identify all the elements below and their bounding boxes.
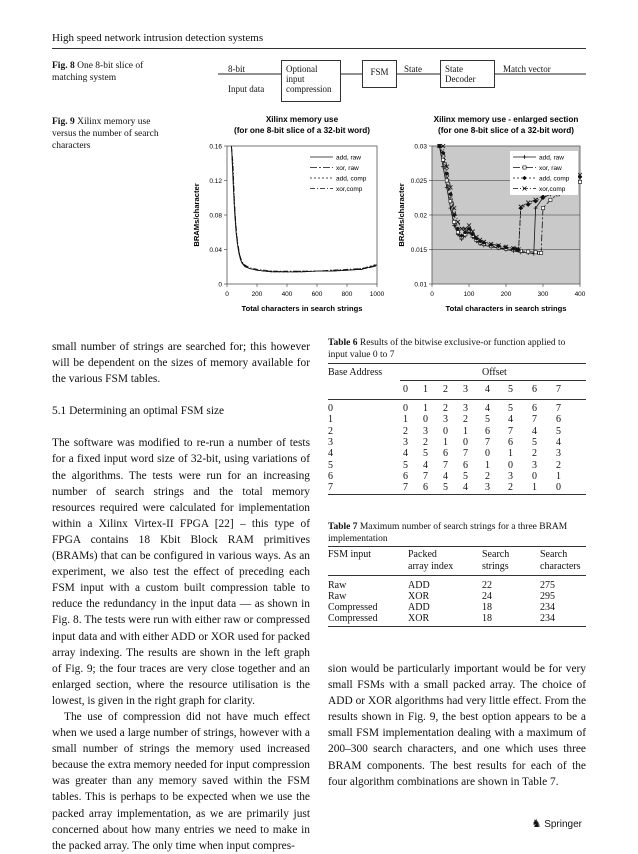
table6-cell: 4 bbox=[485, 403, 490, 414]
right-column bbox=[328, 661, 586, 790]
x-tick-label: 300 bbox=[537, 291, 549, 298]
table7-header bbox=[328, 549, 586, 573]
table6-cell: 7 bbox=[508, 425, 513, 437]
table6-cell: 2 bbox=[556, 459, 561, 471]
table6-cell: 5 bbox=[532, 436, 537, 448]
x-tick-label: 100 bbox=[463, 291, 475, 298]
x-axis-label: Total characters in search strings bbox=[445, 304, 567, 313]
x-tick-label: 400 bbox=[574, 291, 586, 298]
table7-header-rule bbox=[328, 575, 586, 576]
series-point bbox=[540, 251, 543, 254]
table6-cell: 5 bbox=[443, 482, 448, 494]
table6-base-cell: 1 bbox=[328, 414, 333, 426]
table6-offset-cell: 1 bbox=[423, 384, 428, 395]
table6-cell: 3 bbox=[556, 448, 561, 460]
para-right: sion would be particularly important would be for very small FSMs with a small packed array. The choice of ADD or XOR algorithms had very little effect. From the results shown in Fig. 9, the best option appears to be a small FSM implementation dealing with a maximum of 200–300 search characters, and one which uses three BRAM components. The best results for each of the four algorithm combinations are shown in Table 7. bbox=[328, 663, 586, 788]
legend-entry: add, raw bbox=[336, 154, 361, 162]
table7-cell: XOR bbox=[408, 613, 430, 624]
table6-base-cell: 0 bbox=[328, 403, 333, 414]
table6-offset-cell: 7 bbox=[556, 384, 561, 395]
table6-cell: 6 bbox=[443, 448, 448, 460]
table6-cell: 5 bbox=[423, 448, 428, 460]
legend-entry: xor,comp bbox=[539, 185, 566, 193]
table6-cell: 2 bbox=[485, 470, 490, 482]
table6-cell: 0 bbox=[463, 436, 468, 448]
fig8-opt-line2: input bbox=[286, 74, 305, 84]
table6-top-rule bbox=[328, 363, 586, 364]
section-heading: 5.1 Determining an optimal FSM size bbox=[52, 405, 225, 418]
table6-cell: 1 bbox=[508, 448, 513, 460]
table7-cell: 234 bbox=[540, 613, 555, 624]
y-tick-label: 0 bbox=[218, 281, 222, 289]
fig8-decoder-box bbox=[440, 60, 495, 88]
table6-base-cell: 4 bbox=[328, 448, 333, 460]
chart-title: Xilinx memory use - enlarged section bbox=[433, 115, 579, 124]
table6-cell: 4 bbox=[556, 436, 561, 448]
table7-header-line1: Search bbox=[482, 549, 510, 560]
x-tick-label: 400 bbox=[281, 291, 293, 298]
table6-cell: 7 bbox=[463, 448, 468, 460]
table6-cell: 0 bbox=[532, 470, 537, 482]
table6-cell: 1 bbox=[423, 403, 428, 414]
y-tick-label: 0.08 bbox=[209, 212, 222, 220]
table6-cell: 1 bbox=[556, 470, 561, 482]
table7-cell: ADD bbox=[408, 580, 430, 591]
table6-cell: 6 bbox=[423, 482, 428, 494]
table6-base-cell: 5 bbox=[328, 459, 333, 471]
table7-cell: 22 bbox=[482, 580, 492, 591]
table6-cell: 4 bbox=[508, 414, 513, 426]
fig8-compression-box bbox=[281, 60, 341, 102]
table6-cell: 3 bbox=[423, 425, 428, 437]
fig8-input-data-label: Input data bbox=[228, 84, 265, 94]
x-tick-label: 1000 bbox=[369, 291, 385, 298]
table6-cell: 7 bbox=[485, 436, 490, 448]
table6-cell: 2 bbox=[532, 448, 537, 460]
table6-offset-cell: 6 bbox=[532, 384, 537, 395]
x-tick-label: 800 bbox=[341, 291, 353, 298]
table6-cell: 6 bbox=[485, 425, 490, 437]
table6-cell: 2 bbox=[423, 436, 428, 448]
table7-cell: 275 bbox=[540, 580, 555, 591]
fig8-opt-line1: Optional bbox=[286, 64, 318, 74]
table6-cell: 4 bbox=[443, 470, 448, 482]
table6-cell: 6 bbox=[532, 403, 537, 414]
table7-header-line1: Search bbox=[540, 549, 568, 560]
table7-cell: 18 bbox=[482, 602, 492, 613]
x-tick-label: 0 bbox=[225, 291, 229, 298]
para-2: The use of compression did not have much effect when we used a large number of strings, however with a small number of strings the memory used increased because the extra memory needed for input compression was greater than any memory saved within the FSM tables. This is perhaps to be expected when we use the packed array implementation, as we are primarily just concerned about how many entries we need to make in the packed array. The only time when input compres- bbox=[52, 710, 310, 852]
table6-offset-header: Offset bbox=[482, 367, 507, 378]
fig8-match-vector-label: Match vector bbox=[503, 64, 551, 74]
table6-cell: 7 bbox=[443, 459, 448, 471]
table7-cell: 24 bbox=[482, 591, 492, 602]
table6-offset-cell: 2 bbox=[443, 384, 448, 395]
fig8-diagram bbox=[218, 56, 586, 108]
table6-cell: 0 bbox=[556, 482, 561, 494]
table6-cell: 4 bbox=[403, 448, 408, 460]
table6-header-rule bbox=[328, 399, 586, 400]
springer-horse-icon: ♞ bbox=[531, 818, 542, 830]
series-point bbox=[534, 251, 537, 254]
publisher-name: Springer bbox=[544, 819, 582, 830]
table7-header-line2: array index bbox=[408, 560, 454, 572]
table7-cell: 234 bbox=[540, 602, 555, 613]
table6-cell: 4 bbox=[463, 482, 468, 494]
table6-cell: 0 bbox=[423, 414, 428, 426]
fig9-caption bbox=[52, 116, 164, 152]
fig8-opt-line3: compression bbox=[286, 84, 332, 94]
y-tick-label: 0.025 bbox=[410, 178, 427, 185]
chart-subtitle: (for one 8-bit slice of a 32-bit word) bbox=[437, 126, 575, 135]
x-tick-label: 0 bbox=[430, 291, 434, 298]
table6-cell: 7 bbox=[556, 403, 561, 414]
table6-cell: 2 bbox=[403, 425, 408, 437]
table6-offset-cell: 4 bbox=[485, 384, 490, 395]
series-point bbox=[541, 207, 544, 210]
table6-cell: 5 bbox=[403, 459, 408, 471]
series-point bbox=[578, 180, 581, 183]
table6-cell: 5 bbox=[463, 470, 468, 482]
table7-cell: Compressed bbox=[328, 602, 378, 613]
x-axis-label: Total characters in search strings bbox=[241, 304, 363, 313]
table7-cell: Compressed bbox=[328, 613, 378, 624]
x-tick-label: 200 bbox=[500, 291, 512, 298]
x-tick-label: 600 bbox=[311, 291, 323, 298]
y-tick-label: 0.015 bbox=[410, 247, 427, 254]
table6-cell: 1 bbox=[403, 414, 408, 426]
legend-entry: add, comp bbox=[336, 175, 367, 183]
running-head: High speed network intrusion detection systems bbox=[52, 32, 264, 44]
table6-offset-cell: 3 bbox=[463, 384, 468, 395]
chart-subtitle: (for one 8-bit slice of a 32-bit word) bbox=[233, 126, 371, 135]
table7-cell: 295 bbox=[540, 591, 555, 602]
fig9-caption-label: Fig. 9 bbox=[52, 117, 75, 127]
table6-cell: 6 bbox=[508, 436, 513, 448]
y-tick-label: 0.16 bbox=[209, 143, 222, 151]
fig9-charts bbox=[180, 112, 590, 320]
table6-bottom-rule bbox=[328, 494, 586, 495]
table6-caption-label: Table 6 bbox=[328, 338, 358, 348]
table7-cell: 18 bbox=[482, 613, 492, 624]
fig8-caption-label: Fig. 8 bbox=[52, 61, 75, 71]
fig8-caption-text: One 8-bit slice of matching system bbox=[52, 61, 144, 83]
table6-base-header: Base Address bbox=[328, 367, 383, 378]
table7-header-line2: characters bbox=[540, 560, 581, 572]
y-axis-label: BRAMs/character bbox=[397, 183, 406, 247]
table7-top-rule bbox=[328, 546, 586, 547]
para-0: small number of strings are searched for; this however will be dependent on the sizes of memory available for the various FSM tables. bbox=[52, 341, 310, 386]
table6-cell: 6 bbox=[403, 470, 408, 482]
table7-body bbox=[328, 580, 586, 624]
fig8-fsm-box bbox=[362, 60, 397, 88]
series-point bbox=[453, 220, 456, 223]
table6-cell: 4 bbox=[532, 425, 537, 437]
table6-cell: 7 bbox=[403, 482, 408, 494]
table6-offset-cell: 5 bbox=[508, 384, 513, 395]
para-1: The software was modified to re-run a number of tests for a fixed input word size of 32-bit, using variations of the algorithms. The tests were run for an increasing number of search strings and the total memory resources required were calculated for implementation within a Xilinx Virtex-II FPGA [22] – this type of FPGA contains 18 Kbit Block RAM primitives (BRAMs) that can be configured in various ways. As an experiment, we also test the effect of preceding each FSM input with a custom built compression table to reduce the redundancy in the input data — as shown in Fig. 8. The tests were run with either raw or compressed input data and with either ADD or XOR used for packed array indexing. The results are shown in the left graph of Fig. 9; the four traces are very close together and an enlarged section, where the resource utilisation is the lowest, is given in the right graph for clarity. bbox=[52, 437, 310, 707]
table6-cell: 2 bbox=[508, 482, 513, 494]
table6-body bbox=[328, 403, 586, 495]
table6-cell: 1 bbox=[463, 425, 468, 437]
table6-caption-text: Results of the bitwise exclusive-or function applied to input value 0 to 7 bbox=[328, 338, 566, 360]
table6-cell: 1 bbox=[532, 482, 537, 494]
table7-caption bbox=[328, 521, 586, 545]
table6-cell: 1 bbox=[443, 436, 448, 448]
fig8-fsm-label: FSM bbox=[370, 67, 389, 77]
y-tick-label: 0.12 bbox=[209, 178, 222, 185]
fig8-caption bbox=[52, 60, 164, 84]
table6-cell: 3 bbox=[532, 459, 537, 471]
table6-cell: 3 bbox=[508, 470, 513, 482]
publisher-logo bbox=[532, 817, 582, 830]
y-tick-label: 0.03 bbox=[414, 143, 427, 151]
legend-entry: add, raw bbox=[539, 154, 564, 162]
table6-cell: 4 bbox=[423, 459, 428, 471]
fig9-caption-text: Xilinx memory use versus the number of search characters bbox=[52, 117, 159, 151]
legend-entry: xor,comp bbox=[336, 185, 363, 193]
table7-cell: XOR bbox=[408, 591, 430, 602]
left-column bbox=[52, 339, 310, 854]
table6-cell: 7 bbox=[423, 470, 428, 482]
table6-base-cell: 2 bbox=[328, 425, 333, 437]
y-tick-label: 0.02 bbox=[414, 212, 427, 220]
table6-cell: 0 bbox=[508, 459, 513, 471]
fig8-decoder-line2: Decoder bbox=[445, 74, 476, 84]
table6-cell: 3 bbox=[403, 436, 408, 448]
table7-cell: Raw bbox=[328, 580, 347, 591]
table7-caption-text: Maximum number of search strings for a three BRAM implementation bbox=[328, 522, 568, 544]
table6-base-cell: 7 bbox=[328, 482, 333, 494]
y-axis-label: BRAMs/character bbox=[192, 183, 201, 247]
table6-offset-cell: 0 bbox=[403, 384, 408, 395]
table6-offset-row bbox=[328, 384, 586, 396]
table7-bottom-rule bbox=[328, 626, 586, 627]
header-rule bbox=[52, 48, 586, 49]
legend-entry: xor, raw bbox=[539, 164, 562, 172]
table7-header-line2: strings bbox=[482, 560, 509, 572]
table6-base-cell: 3 bbox=[328, 436, 333, 448]
table6-cell: 3 bbox=[443, 414, 448, 426]
legend-marker bbox=[523, 166, 526, 169]
legend-entry: add, comp bbox=[539, 175, 570, 183]
table6-cell: 1 bbox=[485, 459, 490, 471]
table6-cell: 5 bbox=[485, 414, 490, 426]
table6-offset-rule bbox=[400, 380, 586, 381]
table7-header-line1: FSM input bbox=[328, 549, 372, 560]
table7-caption-label: Table 7 bbox=[328, 522, 358, 532]
fig8-decoder-line1: State bbox=[445, 64, 463, 74]
fig8-8bit-label: 8-bit bbox=[228, 64, 245, 74]
y-tick-label: 0.01 bbox=[414, 281, 427, 289]
legend-entry: xor, raw bbox=[336, 164, 359, 172]
series-point bbox=[549, 198, 552, 201]
table7-header-line1: Packed bbox=[408, 549, 437, 560]
table6-cell: 2 bbox=[463, 414, 468, 426]
chart-title: Xilinx memory use bbox=[265, 115, 339, 124]
table6-cell: 0 bbox=[485, 448, 490, 460]
fig8-state-label: State bbox=[404, 64, 422, 74]
table6-cell: 3 bbox=[463, 403, 468, 414]
table6-cell: 0 bbox=[443, 425, 448, 437]
y-tick-label: 0.04 bbox=[209, 247, 222, 254]
table6-cell: 0 bbox=[403, 403, 408, 414]
table6-cell: 2 bbox=[443, 403, 448, 414]
series-point bbox=[527, 250, 530, 253]
table7-cell: Raw bbox=[328, 591, 347, 602]
table6-cell: 6 bbox=[556, 414, 561, 426]
table6-cell: 6 bbox=[463, 459, 468, 471]
table6-base-cell: 6 bbox=[328, 470, 333, 482]
table7-cell: ADD bbox=[408, 602, 430, 613]
table6-cell: 3 bbox=[485, 482, 490, 494]
table6-caption bbox=[328, 337, 586, 361]
table6-cell: 5 bbox=[508, 403, 513, 414]
table6-cell: 5 bbox=[556, 425, 561, 437]
x-tick-label: 200 bbox=[251, 291, 263, 298]
table6-cell: 7 bbox=[532, 414, 537, 426]
